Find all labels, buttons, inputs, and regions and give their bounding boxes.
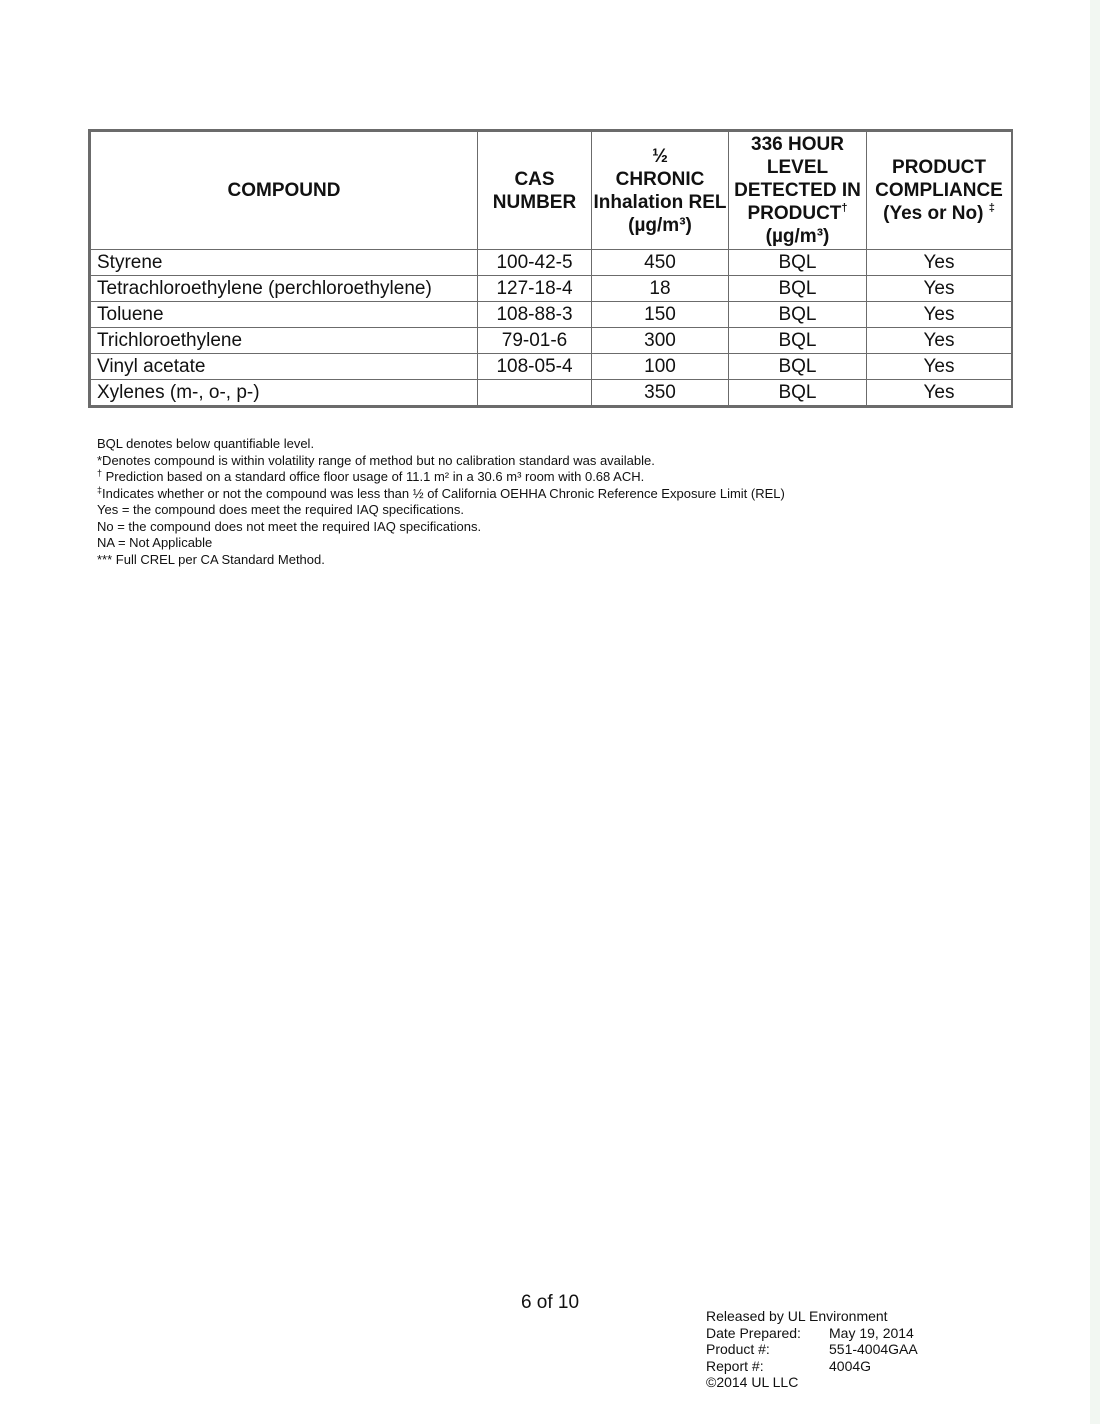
table-row — [91, 354, 1012, 380]
footer-copyright: ©2014 UL LLC — [706, 1374, 799, 1390]
cas-cell: 108-88-3 — [478, 302, 592, 328]
note-no: No = the compound does not meet the required IAQ specifications. — [97, 518, 482, 534]
footer-released: Released by UL Environment — [706, 1308, 888, 1324]
table-row — [91, 302, 1012, 328]
compound-cell: Toluene — [91, 302, 478, 328]
rel-cell: 18 — [592, 276, 729, 302]
cas-cell: 108-05-4 — [478, 354, 592, 380]
note-volatility: *Denotes compound is within volatility range of method but no calibration standard was available. — [97, 452, 655, 468]
rel-cell: 350 — [592, 380, 729, 406]
level-cell: BQL — [729, 250, 867, 276]
note-na: NA = Not Applicable — [97, 535, 213, 550]
footer-report: Report #: 4004G — [706, 1357, 872, 1374]
compliance-cell: Yes — [867, 380, 1012, 406]
cas-cell: 127-18-4 — [478, 276, 592, 302]
compound-table — [88, 129, 1013, 408]
voc-results-table — [90, 131, 1012, 406]
header-level-detected: 336 HOUR LEVEL DETECTED IN PRODUCT† (µg/m³) — [729, 132, 867, 250]
table-row — [91, 250, 1012, 276]
compliance-cell: Yes — [867, 354, 1012, 380]
compound-cell: Vinyl acetate — [91, 354, 478, 380]
rel-cell: 300 — [592, 328, 729, 354]
compound-cell: Tetrachloroethylene (perchloroethylene) — [91, 276, 478, 302]
compliance-cell: Yes — [867, 328, 1012, 354]
rel-cell: 100 — [592, 354, 729, 380]
note-crel: *** Full CREL per CA Standard Method. — [97, 551, 325, 567]
note-yes: Yes = the compound does meet the required IAQ specifications. — [97, 502, 464, 517]
cas-cell: 79-01-6 — [478, 328, 592, 354]
double-dagger-mark: ‡ — [988, 202, 995, 214]
compound-cell: Trichloroethylene — [91, 328, 478, 354]
footer-product: Product #: 551-4004GAA — [706, 1341, 918, 1357]
cas-cell: 100-42-5 — [478, 250, 592, 276]
header-compound: COMPOUND — [91, 132, 478, 250]
table-footnotes — [97, 436, 917, 568]
compound-cell: Styrene — [91, 250, 478, 276]
footer-date: Date Prepared: May 19, 2014 — [706, 1324, 914, 1341]
page-number: 6 of 10 — [520, 1292, 580, 1313]
dagger-mark: † — [97, 468, 103, 478]
compliance-cell: Yes — [867, 302, 1012, 328]
compliance-cell: Yes — [867, 250, 1012, 276]
level-cell: BQL — [729, 302, 867, 328]
table-row — [91, 276, 1012, 302]
page-edge — [1090, 0, 1100, 1424]
rel-cell: 450 — [592, 250, 729, 276]
cas-cell — [478, 380, 592, 406]
dagger-mark: † — [841, 202, 848, 214]
note-indicates: ‡Indicates whether or not the compound was less than ½ of California OEHHA Chronic Reference Exposure Limit (REL) — [97, 484, 785, 501]
level-cell: BQL — [729, 328, 867, 354]
level-cell: BQL — [729, 380, 867, 406]
rel-cell: 150 — [592, 302, 729, 328]
note-prediction: † Prediction based on a standard office floor usage of 11.1 m² in a 30.6 m³ room with 0.68 ACH. — [97, 468, 645, 484]
compliance-cell: Yes — [867, 276, 1012, 302]
compound-cell: Xylenes (m-, o-, p-) — [91, 380, 478, 406]
level-cell: BQL — [729, 276, 867, 302]
table-row — [91, 380, 1012, 406]
table-row — [91, 328, 1012, 354]
level-cell: BQL — [729, 354, 867, 380]
report-footer — [706, 1308, 918, 1391]
table-header-row — [91, 132, 1012, 250]
note-bql: BQL denotes below quantifiable level. — [97, 436, 315, 451]
header-cas-number: CAS NUMBER — [478, 132, 592, 250]
header-chronic-rel: ½ CHRONIC Inhalation REL (µg/m³) — [592, 132, 729, 250]
double-dagger-mark: ‡ — [97, 484, 103, 495]
header-product-compliance: PRODUCT COMPLIANCE (Yes or No) ‡ — [867, 132, 1012, 250]
